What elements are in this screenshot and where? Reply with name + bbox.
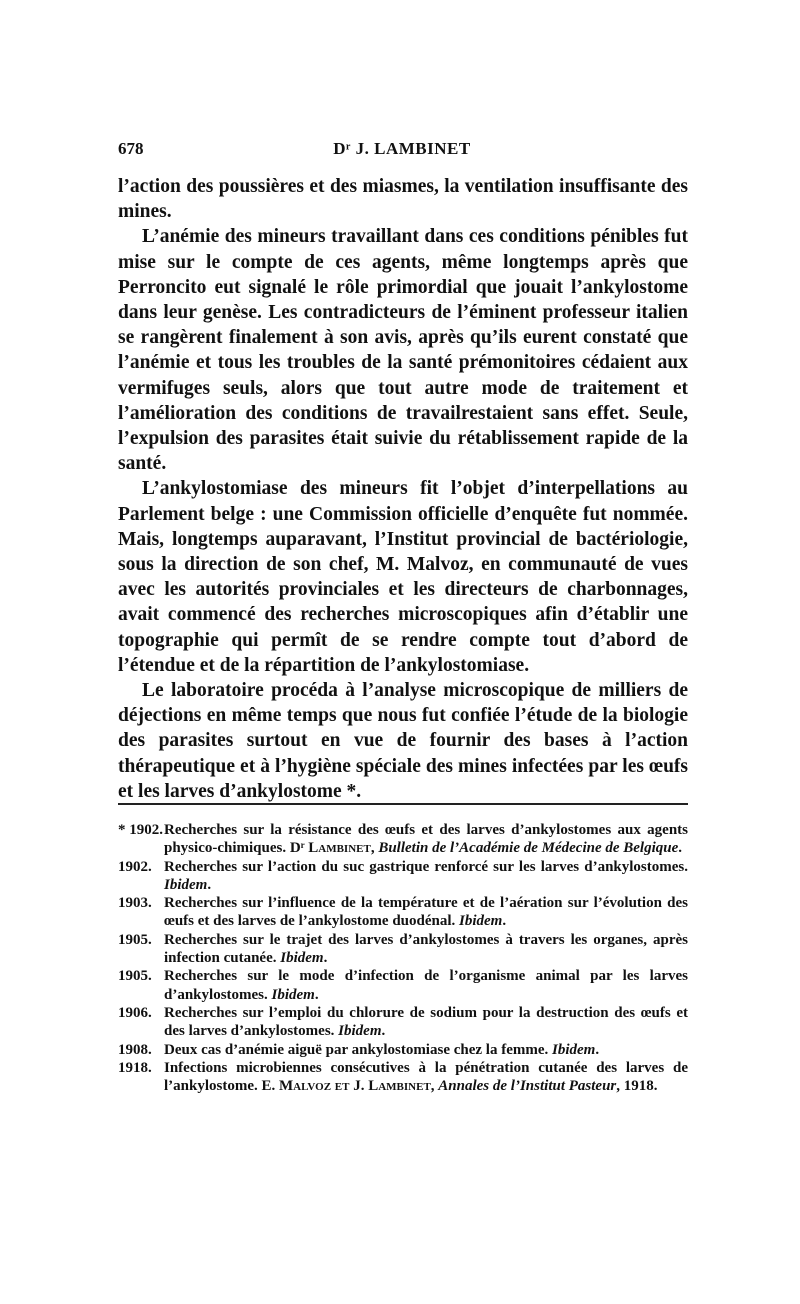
footnote-tail: . bbox=[502, 913, 507, 930]
footnote-text: Recherches sur l’action du suc gastrique renforcé sur les larves d’ankylostomes. bbox=[164, 858, 688, 875]
footnote-source: Annales de l’Institut Pasteur bbox=[438, 1078, 617, 1095]
footnote-year: 1902. bbox=[118, 858, 152, 875]
footnote-source: Ibidem bbox=[271, 986, 315, 1003]
footnote-item bbox=[118, 1004, 688, 1041]
footnote-tail: . bbox=[323, 950, 328, 967]
page-number: 678 bbox=[118, 139, 144, 158]
footnote-year: 1905. bbox=[118, 968, 152, 985]
footnote-source: Ibidem bbox=[459, 913, 503, 930]
footnote-item bbox=[118, 967, 688, 1004]
footnote-item bbox=[118, 1041, 688, 1059]
footnote-year: 1918. bbox=[118, 1059, 152, 1076]
paragraph: Le laboratoire procéda à l’analyse microscopique de milliers de déjections en même temps que nous fut confiée l’étude de la biologie des parasites surtout en vue de fournir des bases à l’action thérapeutique et à l’hygiène spéciale des mines infectées par les œufs et les larves d’ankylostome *. bbox=[118, 680, 688, 802]
footnote-separator-text: , bbox=[430, 1078, 439, 1095]
footnote-source: Bulletin de l’Académie de Médecine de Belgique bbox=[378, 840, 679, 857]
footnote-item bbox=[118, 894, 688, 931]
footnote-item bbox=[118, 858, 688, 895]
footnote-year: * 1902. bbox=[118, 822, 163, 838]
footnote-source: Ibidem bbox=[338, 1023, 382, 1040]
footnote-separator bbox=[118, 803, 688, 805]
footnote-year: 1905. bbox=[118, 931, 152, 948]
footnote-tail: . bbox=[381, 1023, 386, 1040]
footnote-item bbox=[118, 821, 688, 858]
footnote-source: Ibidem bbox=[164, 876, 208, 893]
paragraph: L’ankylostomiase des mineurs fit l’objet d’interpellations au Parlement belge : une Commission officielle d’enquête fut nommée. Mais, longtemps auparavant, l’Institut provincial de bactériologie, sous la direction de son chef, M. Malvoz, en communauté de vues avec les autorités provinciales et les directeurs de charbonnages, avait commencé des recherches microscopiques afin d’établir une topographie qui permît de se rendre compte tout d’abord de l’étendue et de la répartition de l’ankylostomiase. bbox=[118, 478, 688, 676]
footnote-separator-text: , bbox=[370, 840, 379, 857]
footnote-year: 1908. bbox=[118, 1041, 152, 1058]
footnotes bbox=[118, 821, 688, 1095]
footnote-tail: , 1918. bbox=[616, 1078, 658, 1095]
footnote-tail: . bbox=[595, 1041, 600, 1058]
footnote-author: Dʳ Lambinet bbox=[289, 840, 371, 857]
footnote-item bbox=[118, 1059, 688, 1096]
footnote-author: E. Malvoz et J. Lambinet bbox=[261, 1078, 431, 1095]
footnote-tail: . bbox=[207, 876, 212, 893]
paragraph: L’anémie des mineurs travaillant dans ces conditions pénibles fut mise sur le compte de ces agents, même longtemps après que Perroncito eut signalé le rôle primordial que jouait l’ankylostome dans leur genèse. Les contradicteurs de l’éminent professeur italien se rangèrent finalement à son avis, après qu’ils eurent constaté que l’anémie et tous les troubles de la santé prémonitoires cédaient aux vermifuges seuls, alors que tout autre mode de traitement et l’amélioration des conditions de travailrestaient sans effet. Seule, l’expulsion des parasites était suivie du rétablissement rapide de la santé. bbox=[118, 226, 688, 475]
footnote-text: Recherches sur la résistance des œufs et des larves d’ankylostomes aux agents physico-chimiques. bbox=[164, 822, 688, 857]
footnote-source: Ibidem bbox=[280, 950, 324, 967]
footnote-text: Recherches sur l’emploi du chlorure de sodium pour la destruction des œufs et des larves d’ankylostomes. bbox=[164, 1004, 688, 1040]
footnote-year: 1903. bbox=[118, 895, 152, 912]
footnote-text: Deux cas d’anémie aiguë par ankylostomiase chez la femme. bbox=[164, 1041, 553, 1058]
body-text bbox=[118, 174, 688, 804]
footnote-tail: . bbox=[314, 986, 319, 1003]
footnote-tail: . bbox=[678, 840, 683, 857]
footnote-item bbox=[118, 931, 688, 968]
footnote-text: Recherches sur le mode d’infection de l’organisme animal par les larves d’ankylostomes. bbox=[164, 968, 688, 1003]
running-head: Dʳ J. LAMBINET bbox=[333, 139, 471, 158]
page-header bbox=[118, 139, 686, 163]
footnote-year: 1906. bbox=[118, 1004, 152, 1021]
footnote-text: Infections microbiennes consécutives à la pénétration cutanée des larves de l’ankylostome. bbox=[164, 1059, 688, 1095]
footnote-source: Ibidem bbox=[552, 1041, 596, 1058]
footnote-text: Recherches sur le trajet des larves d’ankylostomes à travers les organes, après infection cutanée. bbox=[164, 931, 688, 967]
paragraph: l’action des poussières et des miasmes, la ventilation insuffisante des mines. bbox=[118, 176, 688, 223]
footnote-text: Recherches sur l’influence de la température et de l’aération sur l’évolution des œufs et des larves de l’ankylostome duodénal. bbox=[164, 895, 688, 930]
